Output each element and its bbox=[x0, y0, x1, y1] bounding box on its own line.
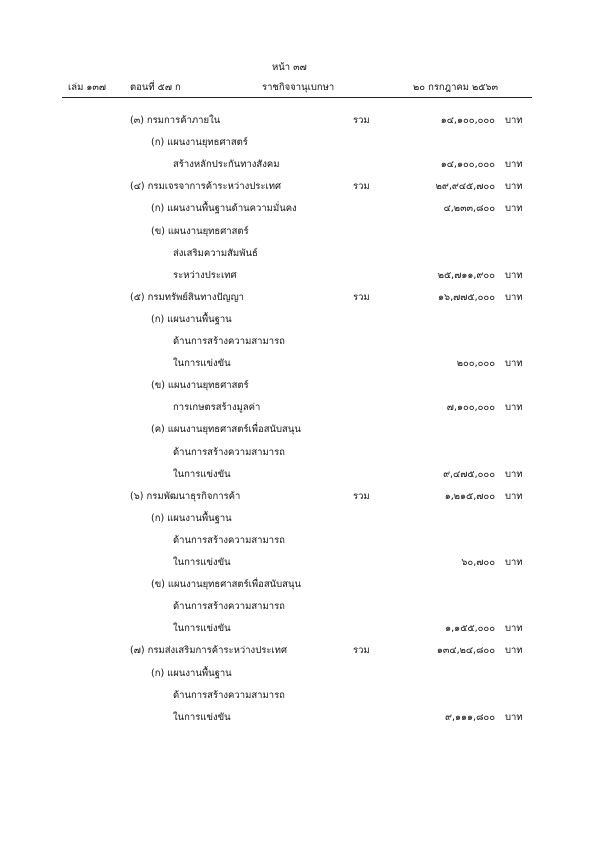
currency-label: บาท bbox=[505, 557, 523, 568]
amount: ๑๓๔,๒๔,๘๐๐ bbox=[436, 645, 495, 656]
budget-line-label: (๔) กรมเจรจาการค้าระหว่างประเทศ bbox=[130, 181, 281, 192]
header-divider bbox=[62, 97, 532, 98]
amount: ๑,๒๑๕,๗๐๐ bbox=[444, 491, 495, 502]
budget-line-label: (๓) กรมการค้าภายใน bbox=[130, 115, 221, 126]
amount: ๗,๑๐๐,๐๐๐ bbox=[446, 402, 495, 413]
budget-line-label: (๖) กรมพัฒนาธุรกิจการค้า bbox=[130, 491, 241, 502]
total-label: รวม bbox=[353, 645, 370, 656]
issue-date: ๒๐ กรกฎาคม ๒๕๖๓ bbox=[413, 82, 499, 93]
currency-label: บาท bbox=[505, 203, 523, 214]
budget-line-label: ส่งเสริมความสัมพันธ์ bbox=[173, 248, 258, 259]
currency-label: บาท bbox=[505, 181, 523, 192]
currency-label: บาท bbox=[505, 402, 523, 413]
amount: ๑,๑๕๕,๐๐๐ bbox=[445, 623, 495, 634]
amount: ๑๔,๑๐๐,๐๐๐ bbox=[440, 159, 495, 170]
currency-label: บาท bbox=[505, 491, 523, 502]
amount: ๖๐,๗๐๐ bbox=[461, 557, 495, 568]
budget-line-label: ระหว่างประเทศ bbox=[173, 270, 237, 281]
page-number: หน้า ๓๗ bbox=[272, 62, 307, 73]
currency-label: บาท bbox=[505, 358, 523, 369]
currency-label: บาท bbox=[505, 115, 523, 126]
currency-label: บาท bbox=[505, 645, 523, 656]
budget-line-label: (ข) แผนงานยุทธศาสตร์ bbox=[151, 380, 249, 391]
amount: ๙,๔๗๕,๐๐๐ bbox=[443, 469, 495, 480]
budget-line-label: ในการแข่งขัน bbox=[173, 358, 231, 369]
budget-line-label: (ค) แผนงานยุทธศาสตร์เพื่อสนับสนุน bbox=[151, 424, 301, 435]
budget-line-label: (ก) แผนงานพื้นฐานด้านความมั่นคง bbox=[151, 203, 297, 214]
budget-line-label: ในการแข่งขัน bbox=[173, 712, 231, 723]
budget-line-label: ด้านการสร้างความสามารถ bbox=[173, 535, 285, 546]
budget-line-label: (ก) แผนงานพื้นฐาน bbox=[151, 314, 232, 325]
total-label: รวม bbox=[353, 115, 370, 126]
budget-line-label: ด้านการสร้างความสามารถ bbox=[173, 690, 285, 701]
budget-line-label: การเกษตรสร้างมูลค่า bbox=[173, 402, 261, 413]
total-label: รวม bbox=[353, 181, 370, 192]
budget-line-label: สร้างหลักประกันทางสังคม bbox=[173, 159, 280, 170]
total-label: รวม bbox=[353, 491, 370, 502]
currency-label: บาท bbox=[505, 292, 523, 303]
amount: ๒๐๐,๐๐๐ bbox=[456, 358, 495, 369]
budget-line-label: ด้านการสร้างความสามารถ bbox=[173, 447, 285, 458]
journal-title: ราชกิจจานุเบกษา bbox=[262, 82, 335, 93]
budget-line-label: (๕) กรมทรัพย์สินทางปัญญา bbox=[130, 292, 245, 303]
amount: ๑๖,๗๗๕,๐๐๐ bbox=[438, 292, 495, 303]
budget-line-label: (๗) กรมส่งเสริมการค้าระหว่างประเทศ bbox=[130, 645, 287, 656]
currency-label: บาท bbox=[505, 159, 523, 170]
budget-line-label: (ข) แผนงานยุทธศาสตร์ bbox=[151, 226, 249, 237]
budget-line-label: (ก) แผนงานยุทธศาสตร์ bbox=[151, 137, 248, 148]
amount: ๔,๒๓๓,๘๐๐ bbox=[443, 203, 495, 214]
currency-label: บาท bbox=[505, 270, 523, 281]
section: ตอนที่ ๕๗ ก bbox=[130, 82, 181, 93]
amount: ๒๕,๗๑๑,๙๐๐ bbox=[437, 270, 495, 281]
amount: ๙,๑๑๑,๘๐๐ bbox=[444, 712, 495, 723]
currency-label: บาท bbox=[505, 623, 523, 634]
amount: ๑๔,๑๐๐,๐๐๐ bbox=[440, 115, 495, 126]
budget-line-label: (ก) แผนงานพื้นฐาน bbox=[151, 668, 232, 679]
budget-line-label: ด้านการสร้างความสามารถ bbox=[173, 336, 285, 347]
budget-line-label: ในการแข่งขัน bbox=[173, 557, 231, 568]
budget-line-label: ในการแข่งขัน bbox=[173, 469, 231, 480]
budget-line-label: ด้านการสร้างความสามารถ bbox=[173, 601, 285, 612]
budget-line-label: ในการแข่งขัน bbox=[173, 623, 231, 634]
currency-label: บาท bbox=[505, 469, 523, 480]
currency-label: บาท bbox=[505, 712, 523, 723]
budget-line-label: (ข) แผนงานยุทธศาสตร์เพื่อสนับสนุน bbox=[151, 579, 301, 590]
budget-line-label: (ก) แผนงานพื้นฐาน bbox=[151, 513, 232, 524]
total-label: รวม bbox=[353, 292, 370, 303]
amount: ๒๙,๙๔๕,๗๐๐ bbox=[435, 181, 495, 192]
volume: เล่ม ๑๓๗ bbox=[68, 82, 107, 93]
